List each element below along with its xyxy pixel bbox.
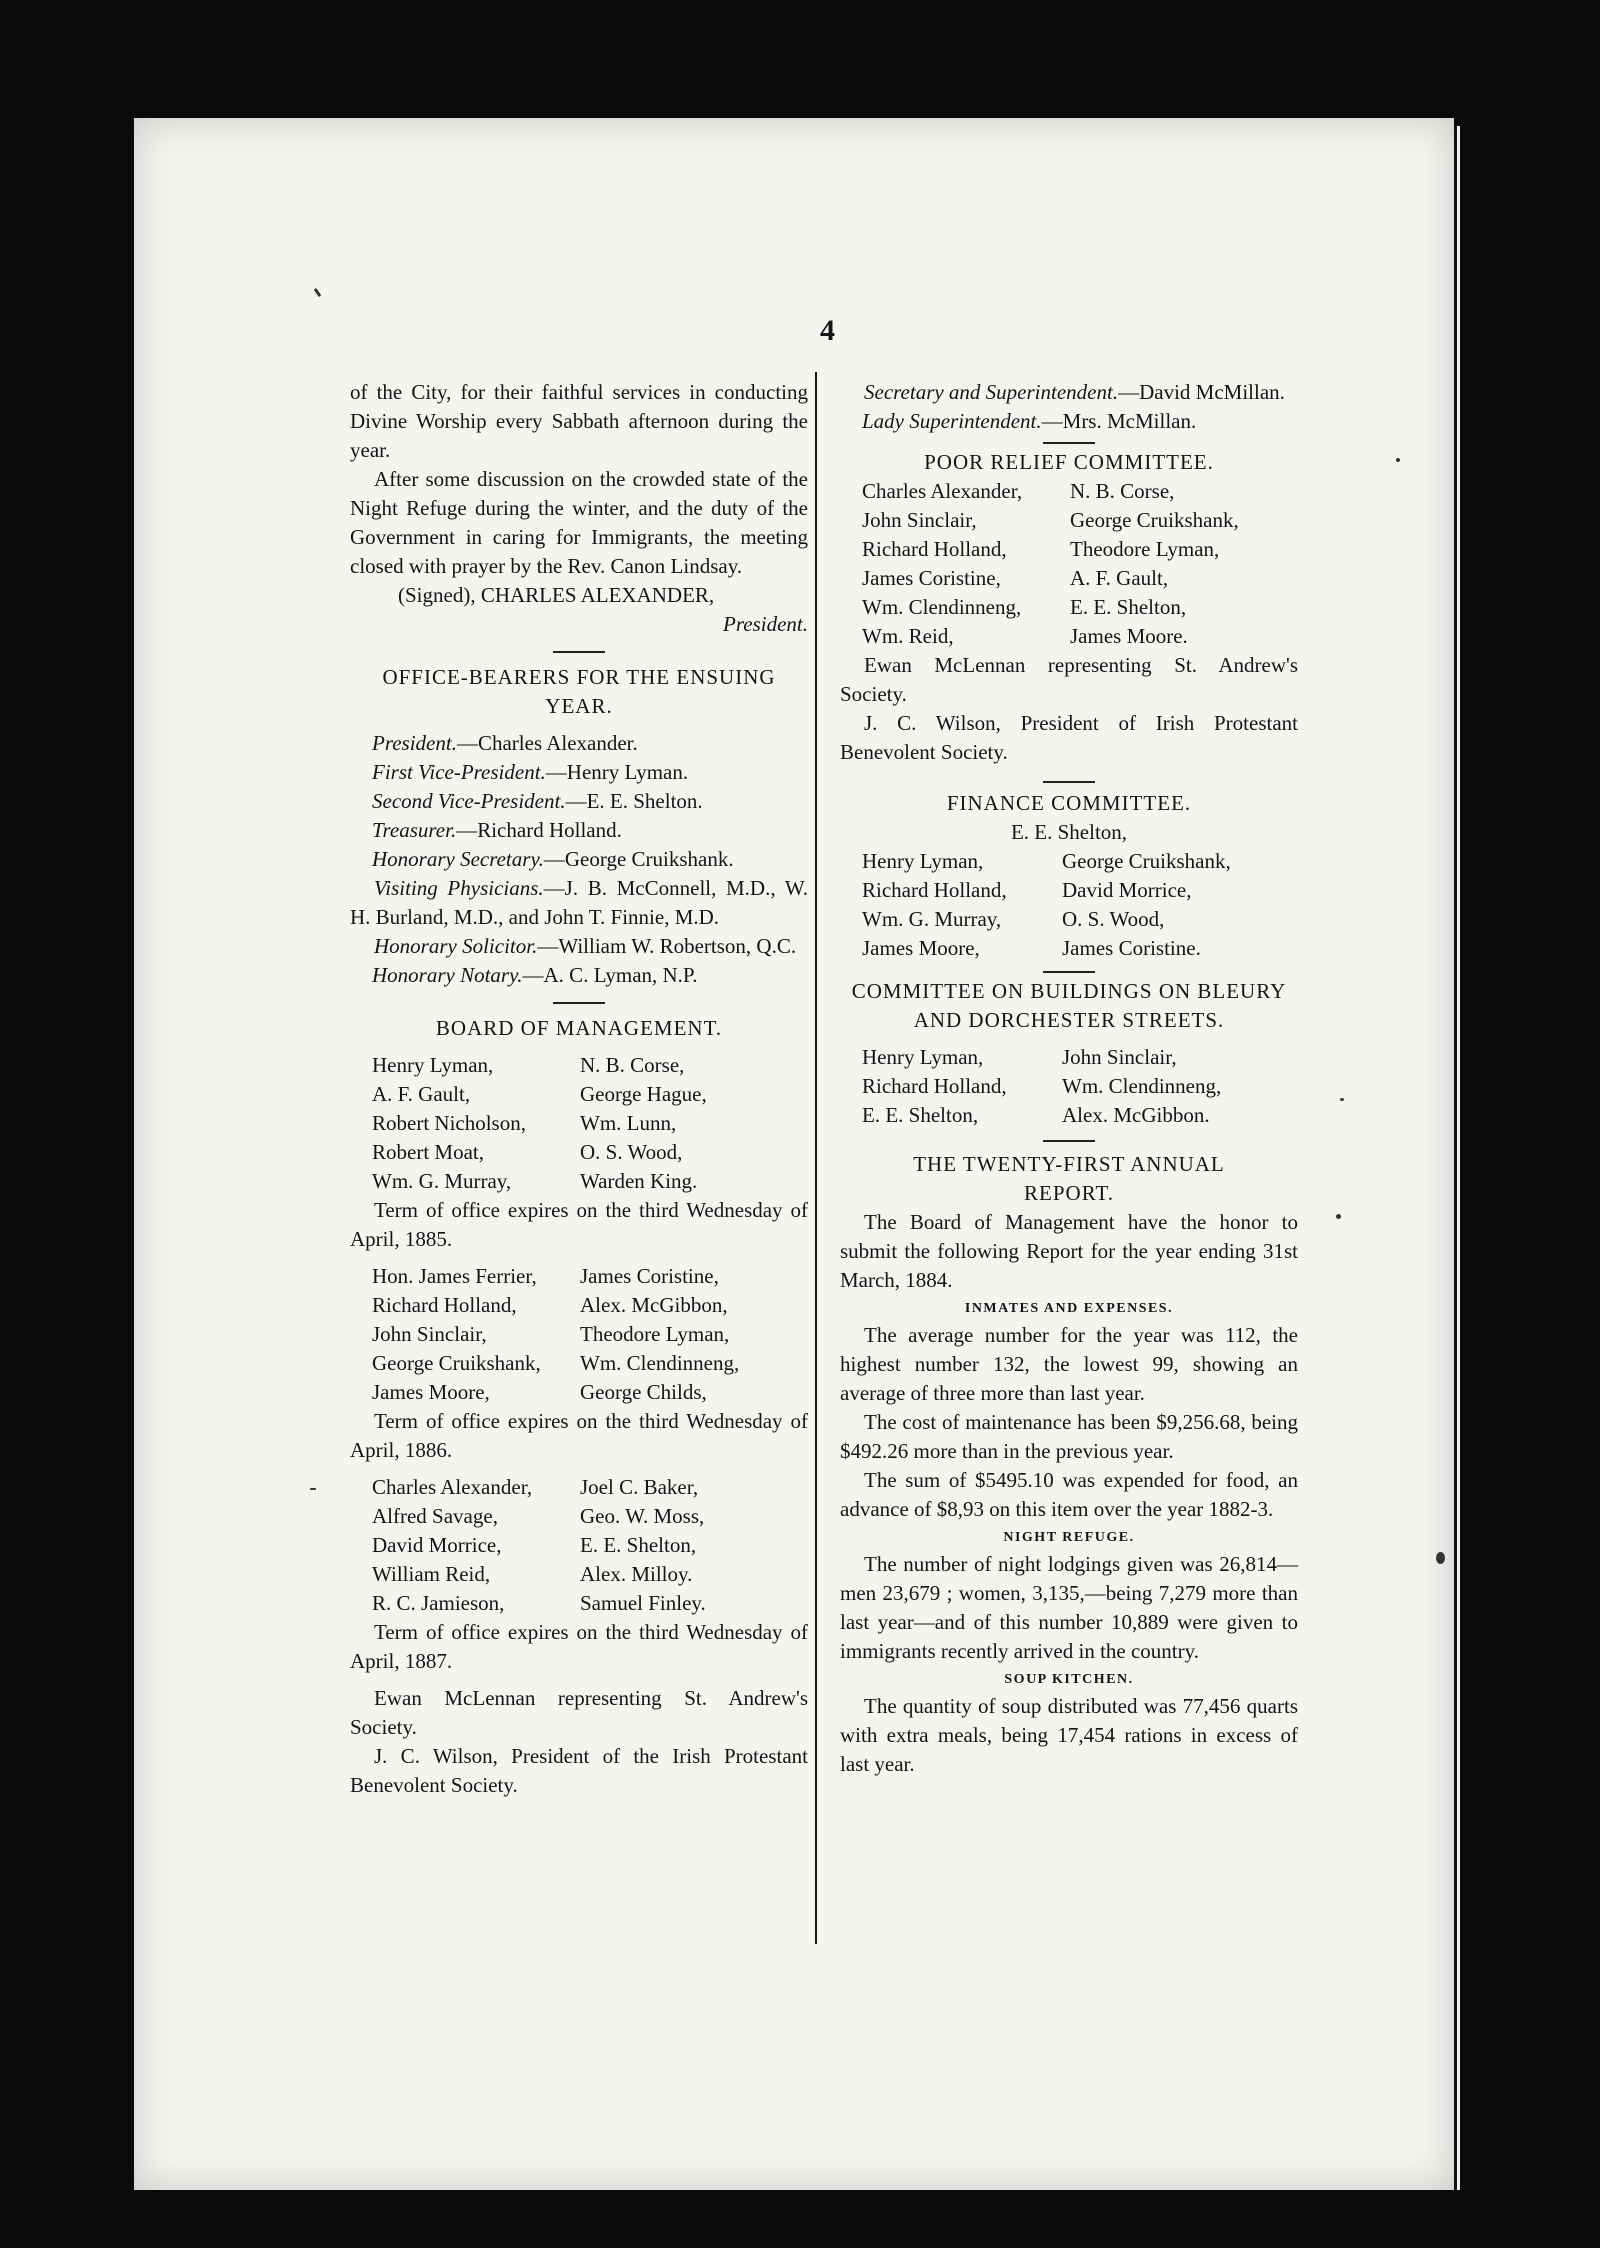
- member-name: George Childs,: [580, 1380, 707, 1404]
- officer-honorary-solicitor: Honorary Solicitor.—William W. Robertson, Q.C.: [374, 934, 797, 958]
- board-group-2: [350, 1262, 808, 1407]
- poor-relief-st-andrews: Ewan McLennan representing St. Andrew's Society.: [840, 653, 1298, 706]
- member-name: Henry Lyman,: [372, 1053, 494, 1077]
- officer-second-vice-president: Second Vice-President.—E. E. Shelton.: [372, 789, 703, 813]
- member-name: Geo. W. Moss,: [580, 1504, 705, 1528]
- inmates-heading: INMATES AND EXPENSES.: [964, 1301, 1174, 1316]
- member-name: Hon. James Ferrier,: [372, 1264, 537, 1288]
- term-1887: Term of office expires on the third Wednesday of April, 1887.: [350, 1620, 808, 1673]
- board-of-management-heading: BOARD OF MANAGEMENT.: [435, 1016, 723, 1040]
- poor-relief-heading: POOR RELIEF COMMITTEE.: [924, 450, 1214, 474]
- finance-members: [840, 847, 1298, 963]
- member-name: Theodore Lyman,: [580, 1322, 730, 1346]
- scan-speck: [1336, 1214, 1341, 1219]
- st-andrews-representative: Ewan McLennan representing St. Andrew's Society.: [350, 1686, 808, 1739]
- column-divider: [815, 372, 817, 1944]
- member-name: N. B. Corse,: [580, 1053, 685, 1077]
- discussion-paragraph: After some discussion on the crowded state of the Night Refuge during the winter, and the duty of the Government in caring for Immigrants, the meeting closed with prayer by the Rev. Canon Lindsay.: [350, 467, 808, 578]
- page-number: 4: [820, 314, 835, 347]
- officer-president: President.—Charles Alexander.: [372, 731, 638, 755]
- section-rule: [553, 1002, 605, 1004]
- left-column: [350, 378, 808, 1800]
- finance-chair: E. E. Shelton,: [1010, 820, 1128, 844]
- member-name: Robert Nicholson,: [372, 1111, 526, 1135]
- member-name: Charles Alexander,: [862, 479, 1023, 503]
- secretary-line: Secretary and Superintendent.—David McMillan.: [864, 380, 1285, 404]
- member-name: James Moore,: [372, 1380, 490, 1404]
- officer-honorary-notary: Honorary Notary.—A. C. Lyman, N.P.: [372, 963, 698, 987]
- member-name: Henry Lyman,: [862, 849, 984, 873]
- member-name: John Sinclair,: [1062, 1045, 1177, 1069]
- office-bearers-heading: OFFICE-BEARERS FOR THE ENSUING YEAR.: [382, 665, 776, 718]
- member-name: Alex. McGibbon.: [1062, 1103, 1210, 1127]
- page-edge-line: [1454, 126, 1457, 2190]
- member-name: Richard Holland,: [862, 1074, 1007, 1098]
- section-rule: [1043, 971, 1095, 973]
- signature-line: (Signed), CHARLES ALEXANDER,: [398, 583, 715, 607]
- member-name: E. E. Shelton,: [580, 1533, 697, 1557]
- board-group-1: [350, 1051, 808, 1196]
- poor-relief-irish-protestant: J. C. Wilson, President of Irish Protestant Benevolent Society.: [840, 711, 1298, 764]
- member-name: Richard Holland,: [862, 878, 1007, 902]
- inmates-paragraph-3: The sum of $5495.10 was expended for food, an advance of $8,93 on this item over the year 1882-3.: [840, 1468, 1298, 1521]
- member-name: Richard Holland,: [372, 1293, 517, 1317]
- annual-report-heading: THE TWENTY-FIRST ANNUAL REPORT.: [913, 1152, 1225, 1205]
- member-name: John Sinclair,: [372, 1322, 487, 1346]
- officer-first-vice-president: First Vice-President.—Henry Lyman.: [372, 760, 689, 784]
- section-rule: [553, 651, 605, 653]
- member-name: Wm. Clendinneng,: [1062, 1074, 1222, 1098]
- member-name: Robert Moat,: [372, 1140, 484, 1164]
- night-refuge-paragraph: The number of night lodgings given was 26,814—men 23,679 ; women, 3,135,—being 7,279 more than last year—and of this number 10,889 were given to immigrants recently arrived in the country.: [840, 1552, 1298, 1663]
- member-name: Alex. McGibbon,: [580, 1293, 728, 1317]
- member-name: George Cruikshank,: [1062, 849, 1231, 873]
- poor-relief-members: [840, 477, 1298, 651]
- inmates-paragraph-2: The cost of maintenance has been $9,256.68, being $492.26 more than in the previous year.: [840, 1410, 1298, 1463]
- buildings-members: [840, 1043, 1298, 1130]
- member-name: George Cruikshank,: [372, 1351, 541, 1375]
- scan-speck: [310, 1488, 316, 1490]
- member-name: David Morrice,: [372, 1533, 502, 1557]
- member-name: William Reid,: [372, 1562, 491, 1586]
- inmates-paragraph-1: The average number for the year was 112, the highest number 132, the lowest 99, showing an average of three more than last year.: [840, 1323, 1298, 1405]
- member-name: James Moore,: [862, 936, 980, 960]
- member-name: James Coristine,: [580, 1264, 719, 1288]
- right-column: [840, 378, 1298, 1779]
- member-name: Richard Holland,: [862, 537, 1007, 561]
- member-name: Theodore Lyman,: [1070, 537, 1220, 561]
- member-name: Wm. G. Murray,: [862, 907, 1002, 931]
- officer-treasurer: Treasurer.—Richard Holland.: [372, 818, 622, 842]
- officer-honorary-secretary: Honorary Secretary.—George Cruikshank.: [372, 847, 734, 871]
- intro-paragraph: of the City, for their faithful services in conducting Divine Worship every Sabbath afternoon during the year.: [350, 380, 808, 462]
- term-1886: Term of office expires on the third Wednesday of April, 1886.: [350, 1409, 808, 1462]
- member-name: R. C. Jamieson,: [372, 1591, 505, 1615]
- member-name: David Morrice,: [1062, 878, 1192, 902]
- soup-kitchen-heading: SOUP KITCHEN.: [1004, 1672, 1134, 1687]
- scan-speck: [1436, 1552, 1445, 1564]
- scan-speck: [1340, 1098, 1344, 1101]
- report-intro: The Board of Management have the honor to submit the following Report for the year ending 31st March, 1884.: [840, 1210, 1298, 1292]
- member-name: Alex. Milloy.: [580, 1562, 693, 1586]
- member-name: James Coristine,: [862, 566, 1001, 590]
- member-name: Wm. Lunn,: [580, 1111, 677, 1135]
- member-name: E. E. Shelton,: [1070, 595, 1187, 619]
- member-name: N. B. Corse,: [1070, 479, 1175, 503]
- lady-superintendent-line: Lady Superintendent.—Mrs. McMillan.: [862, 409, 1197, 433]
- section-rule: [1043, 442, 1095, 444]
- buildings-committee-heading: COMMITTEE ON BUILDINGS ON BLEURY AND DORCHESTER STREETS.: [851, 979, 1287, 1032]
- night-refuge-heading: NIGHT REFUGE.: [1003, 1530, 1135, 1545]
- member-name: Wm. Reid,: [862, 624, 954, 648]
- board-group-3: [350, 1473, 808, 1618]
- member-name: Joel C. Baker,: [580, 1475, 699, 1499]
- member-name: George Cruikshank,: [1070, 508, 1239, 532]
- member-name: Alfred Savage,: [372, 1504, 498, 1528]
- officer-visiting-physicians: Visiting Physicians.—J. B. McConnell, M.D., W. H. Burland, M.D., and John T. Finnie, M.D.: [350, 876, 808, 929]
- member-name: O. S. Wood,: [580, 1140, 683, 1164]
- signature-title: President.: [723, 612, 808, 636]
- member-name: Warden King.: [580, 1169, 698, 1193]
- scan-speck: [1396, 458, 1400, 462]
- irish-protestant-representative: J. C. Wilson, President of the Irish Protestant Benevolent Society.: [350, 1744, 808, 1797]
- member-name: Henry Lyman,: [862, 1045, 984, 1069]
- member-name: A. F. Gault,: [372, 1082, 471, 1106]
- member-name: Wm. Clendinneng,: [862, 595, 1022, 619]
- section-rule: [1043, 1140, 1095, 1142]
- term-1885: Term of office expires on the third Wednesday of April, 1885.: [350, 1198, 808, 1251]
- member-name: James Coristine.: [1062, 936, 1201, 960]
- member-name: George Hague,: [580, 1082, 707, 1106]
- member-name: A. F. Gault,: [1070, 566, 1169, 590]
- finance-committee-heading: FINANCE COMMITTEE.: [946, 791, 1192, 815]
- member-name: E. E. Shelton,: [862, 1103, 979, 1127]
- section-rule: [1043, 781, 1095, 783]
- member-name: Samuel Finley.: [580, 1591, 706, 1615]
- member-name: James Moore.: [1070, 624, 1188, 648]
- member-name: John Sinclair,: [862, 508, 977, 532]
- member-name: Wm. Clendinneng,: [580, 1351, 740, 1375]
- member-name: O. S. Wood,: [1062, 907, 1165, 931]
- member-name: Wm. G. Murray,: [372, 1169, 512, 1193]
- member-name: Charles Alexander,: [372, 1475, 533, 1499]
- soup-kitchen-paragraph: The quantity of soup distributed was 77,456 quarts with extra meals, being 17,454 rations in excess of last year.: [840, 1694, 1298, 1776]
